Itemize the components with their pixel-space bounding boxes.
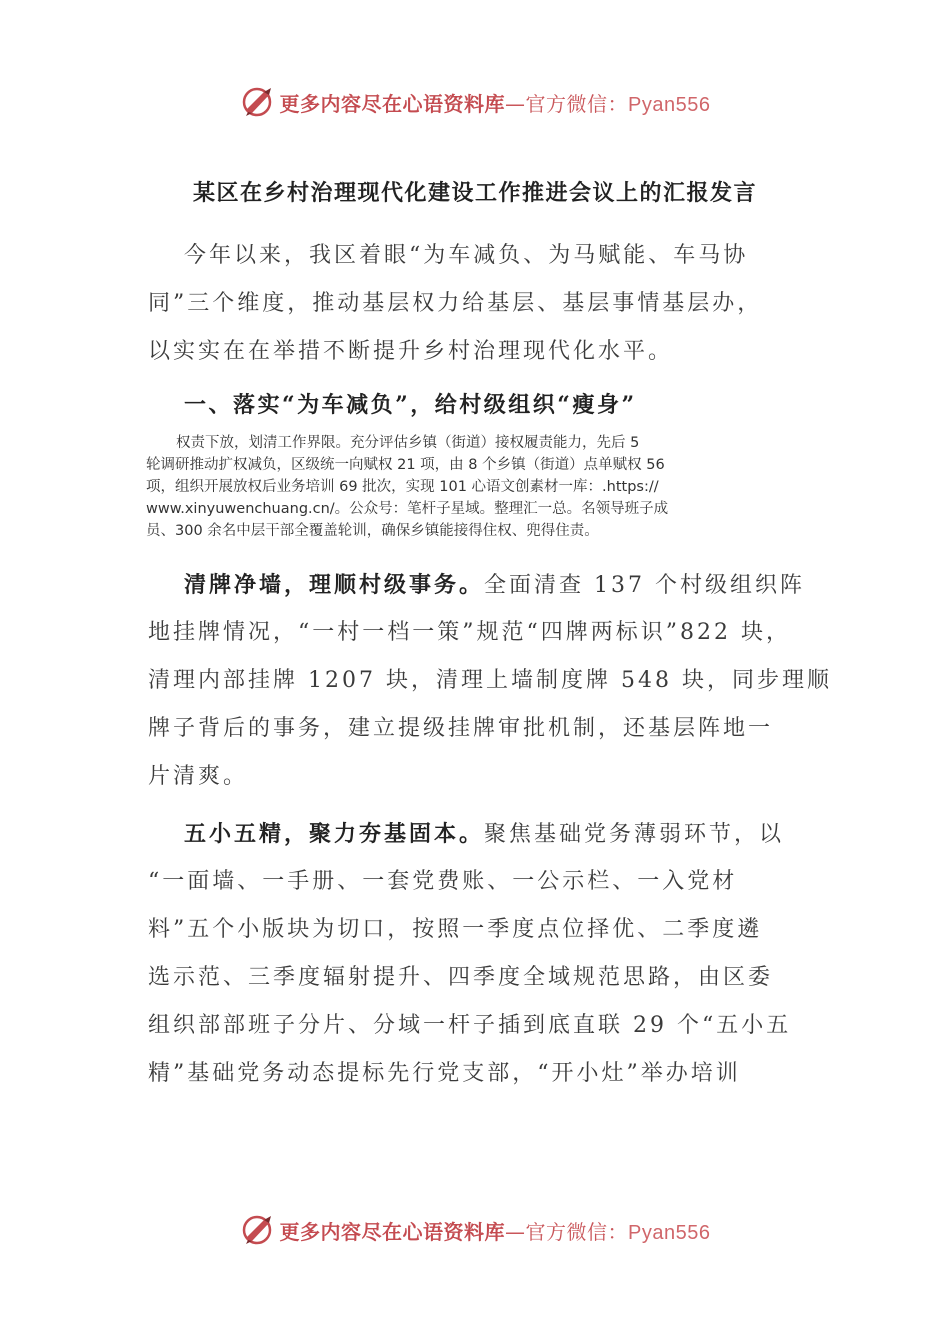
paragraph-lead: 五小五精，聚力夯基固本。	[184, 821, 485, 847]
paragraph-line: 精”基础党务动态提标先行党支部，“开小灶”举办培训	[148, 1061, 741, 1086]
pen-logo-icon	[240, 84, 276, 120]
banner-wechat-id: Pyan556	[628, 93, 711, 116]
pen-logo-icon	[240, 1212, 276, 1248]
footer-banner	[0, 1210, 950, 1250]
small-line: 轮调研推动扩权减负，区级统一向赋权 21 项，由 8 个乡镇（街道）点单赋权 56	[146, 457, 665, 473]
intro-paragraph	[148, 232, 810, 376]
paragraph-five-small	[148, 810, 810, 1098]
paragraph-line: 片清爽。	[148, 764, 249, 789]
small-paragraph	[146, 432, 816, 542]
document-title: 某区在乡村治理现代化建设工作推进会议上的汇报发言	[192, 180, 757, 206]
banner-text	[280, 88, 711, 117]
banner-wechat-label: —官方微信：	[505, 91, 629, 116]
intro-line: 今年以来，我区着眼“为车减负、为马赋能、车马协	[184, 243, 749, 268]
paragraph-line: 牌子背后的事务，建立提级挂牌审批机制，还基层阵地一	[148, 716, 774, 741]
banner-text	[280, 1216, 711, 1245]
paragraph-line	[148, 561, 810, 609]
small-line: 权责下放，划清工作界限。充分评估乡镇（街道）接权履责能力，先后 5	[176, 435, 640, 451]
intro-line: 以实实在在举措不断提升乡村治理现代化水平。	[148, 339, 674, 364]
paragraph-line	[148, 810, 810, 858]
header-banner	[0, 82, 950, 122]
small-line: 项，组织开展放权后业务培训 69 批次，实现 101 心语文创素材一库：.https://	[146, 479, 659, 495]
paragraph-line: 选示范、三季度辐射提升、四季度全域规范思路，由区委	[148, 965, 774, 990]
paragraph-text: 聚焦基础党务薄弱环节，以	[484, 822, 785, 847]
paragraph-line: “一面墙、一手册、一套党费账、一公示栏、一入党材	[148, 869, 738, 894]
paragraph-lead: 清牌净墙，理顺村级事务。	[184, 572, 485, 598]
banner-wechat-label: —官方微信：	[505, 1219, 629, 1244]
paragraph-line: 地挂牌情况，“一村一档一策”规范“四牌两标识”822 块，	[148, 620, 791, 645]
paragraph-line: 清理内部挂牌 1207 块，清理上墙制度牌 548 块，同步理顺	[148, 668, 832, 693]
banner-site: 更多内容尽在心语资料库	[279, 1219, 506, 1244]
paragraph-clean-boards	[148, 561, 832, 801]
paragraph-line: 料”五个小版块为切口，按照一季度点位择优、二季度遴	[148, 917, 763, 942]
banner-site: 更多内容尽在心语资料库	[279, 91, 506, 116]
section-heading: 一、落实“为车减负”，给村级组织“瘦身”	[184, 392, 637, 418]
small-line: www.xinyuwenchuang.cn/。公众号：笔杆子星域。整理汇一总。名领导班子成	[146, 501, 669, 517]
small-line: 员、300 余名中层干部全覆盖轮训，确保乡镇能接得住权、兜得住责。	[146, 523, 599, 539]
paragraph-line: 组织部部班子分片、分域一杆子插到底直联 29 个“五小五	[148, 1013, 792, 1038]
paragraph-text: 全面清查 137 个村级组织阵	[484, 573, 805, 598]
banner-wechat-id: Pyan556	[628, 1221, 711, 1244]
intro-line: 同”三个维度，推动基层权力给基层、基层事情基层办，	[148, 291, 763, 316]
